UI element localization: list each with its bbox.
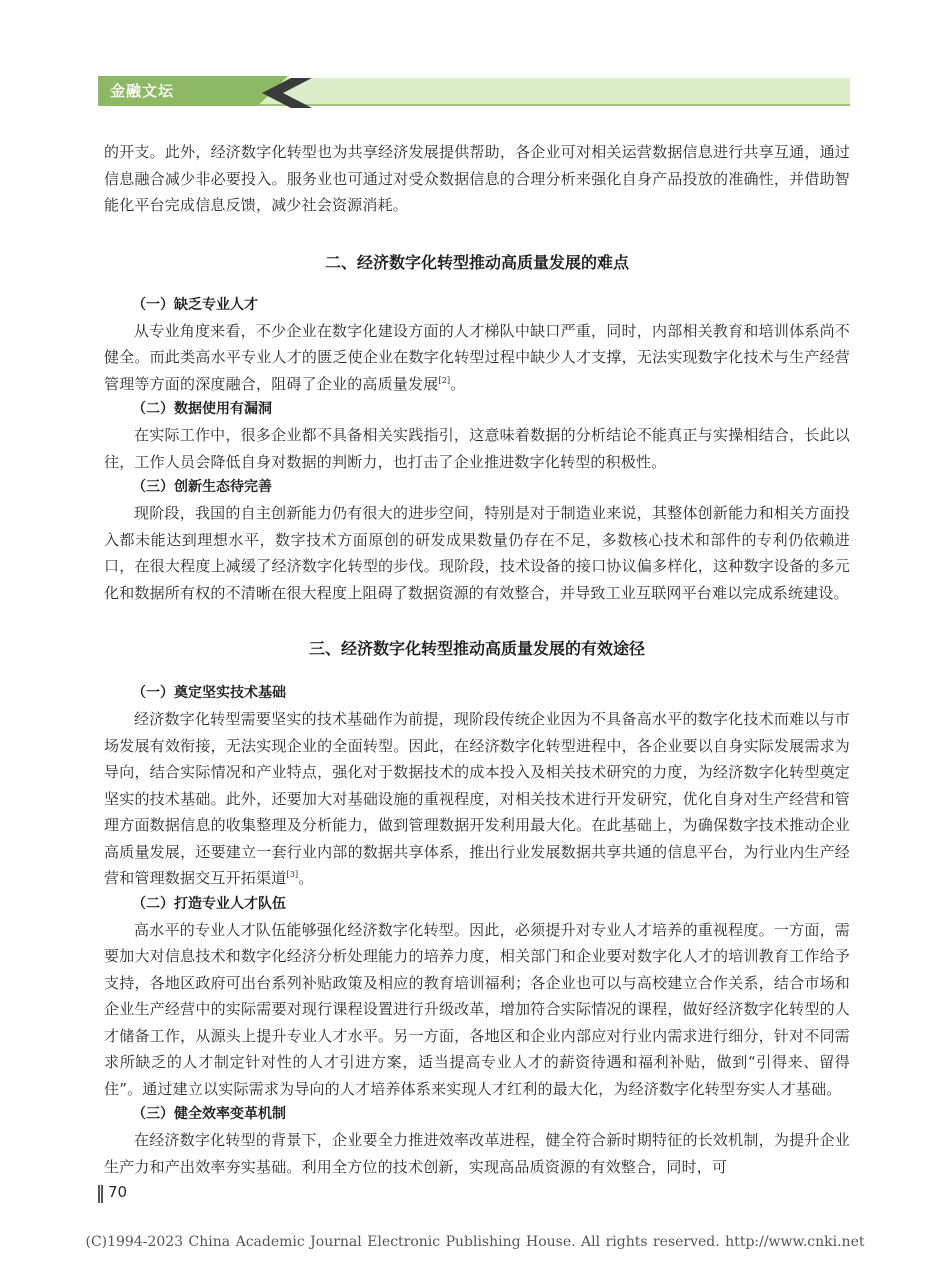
subheading-efficiency-reform: （三）健全效率变革机制 <box>132 1106 286 1122</box>
paragraph-tech-foundation: 经济数字化转型需要坚实的技术基础作为前提，现阶段传统企业因为不具备高水平的数字化技术而难以与市场发展有效衔接，无法实现企业的全面转型。因此，在经济数字化转型进程中，各企业要以自身实际发展需求为导向，结合实际情况和产业特点，强化对于数据技术的成本投入及相关技术研究的力度，为经济数字化转型奠定坚实的技术基础。此外，还要加大对基础设施的重视程度，对相关技术进行开发研究，优化自身对生产经营和管理方面数据信息的收集整理及分析能力，做到管理数据开发利用最大化。在此基础上，为确保数字技术推动企业高质量发展，还要建立一套行业内部的数据共享体系，推出行业发展数据共享共通的信息平台，为行业内生产经营和管理数据交互开拓渠道[3]。 <box>104 710 850 887</box>
subheading-innovation-ecology: （三）创新生态待完善 <box>132 479 272 495</box>
intro-paragraph: 的开支。此外，经济数字化转型也为共享经济发展提供帮助，各企业可对相关运营数据信息进行共享互通，通过信息融合减少非必要投入。服务业也可通过对受众数据信息的合理分析来强化自身产品投放的准确性，并借助智能化平台完成信息反馈，减少社会资源消耗。 <box>104 143 850 214</box>
subheading-tech-foundation: （一）奠定坚实技术基础 <box>132 685 286 701</box>
page-number-marker <box>98 1185 103 1203</box>
paragraph-lack-talent: 从专业角度来看，不少企业在数字化建设方面的人才梯队中缺口严重，同时，内部相关教育和培训体系尚不健全。而此类高水平专业人才的匮乏使企业在数字化转型过程中缺少人才支撑，无法实现数字化技术与生产经营管理等方面的深度融合，阻碍了企业的高质量发展[2]。 <box>104 321 850 393</box>
page-number: 70 <box>108 1183 128 1201</box>
subheading-lack-talent: （一）缺乏专业人才 <box>132 296 258 313</box>
section-label: 金融文坛 <box>110 82 175 100</box>
subheading-talent-team: （二）打造专业人才队伍 <box>132 895 286 912</box>
paragraph-data-loophole: 在实际工作中，很多企业都不具备相关实践指引，这意味着数据的分析结论不能真正与实操相结合，长此以往，工作人员会降低自身对数据的判断力，也打击了企业推进数字化转型的积极性。 <box>104 426 850 471</box>
citation-ref: [3] <box>286 870 299 879</box>
paragraph-innovation-ecology: 现阶段，我国的自主创新能力仍有很大的进步空间，特别是对于制造业来说，其整体创新能力和相关方面投入都未能达到理想水平，数字技术方面原创的研发成果数量仍存在不足，多数核心技术和部件的专利仍依赖进口，在很大程度上减缓了经济数字化转型的步伐。现阶段，技术设备的接口协议偏多样化，这种数字设备的多元化和数据所有权的不清晰在很大程度上阻碍了数据资源的有效整合，并导致工业互联网平台难以完成系统建设。 <box>104 504 850 602</box>
article-body <box>104 139 850 1180</box>
paragraph-efficiency-reform: 在经济数字化转型的背景下，企业要全力推进效率改革进程，健全符合新时期特征的长效机制，为提升企业生产力和产出效率夯实基础。利用全方位的技术创新，实现高品质资源的有效整合，同时，可 <box>104 1131 850 1176</box>
subheading-data-loophole: （二）数据使用有漏洞 <box>132 401 272 417</box>
paragraph-talent-team: 高水平的专业人才队伍能够强化经济数字化转型。因此，必须提升对专业人才培养的重视程度。一方面，需要加大对信息技术和数字化经济分析处理能力的培养力度，相关部门和企业要对数字化人才的培训教育工作给予支持，各地区政府可出台系列补贴政策及相应的教育培训福利；各企业也可以与高校建立合作关系，结合市场和企业生产经营中的实际需要对现行课程设置进行升级改革，增加符合实际情况的课程，做好经济数字化转型的人才储备工作，从源头上提升专业人才水平。另一方面，各地区和企业内部应对行业内需求进行细分，针对不同需求所缺乏的人才制定针对性的人才引进方案，适当提高专业人才的薪资待遇和福利补贴，做到“引得来、留得住”。通过建立以实际需求为导向的人才培养体系来实现人才红利的最大化，为经济数字化转型夯实人才基础。 <box>104 920 850 1098</box>
section-title-pathways: 三、经济数字化转型推动高质量发展的有效途径 <box>308 639 645 658</box>
section-title-difficulties: 二、经济数字化转型推动高质量发展的难点 <box>324 252 629 272</box>
citation-ref: [2] <box>438 375 451 385</box>
copyright-notice: (C)1994-2023 China Academic Journal Electronic Publishing House. All rights reserved. http://www.cnki.net <box>85 1234 865 1250</box>
